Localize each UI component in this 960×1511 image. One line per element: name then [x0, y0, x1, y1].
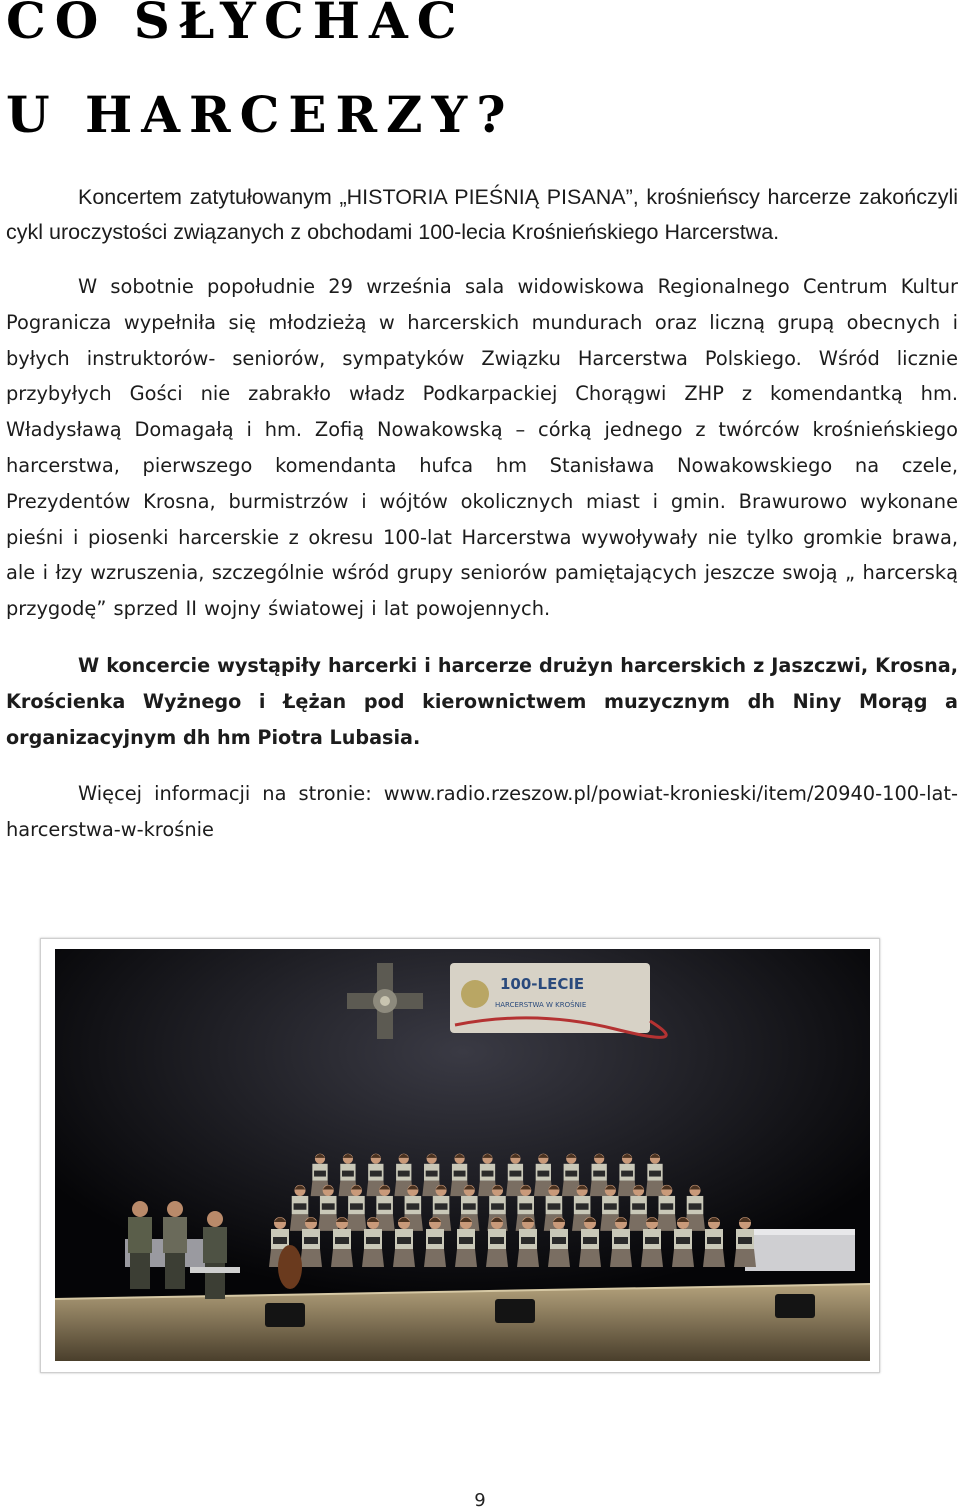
banner-line-1: 100-LECIE — [500, 975, 585, 993]
concert-photo — [55, 949, 870, 1361]
stage-monitor — [495, 1299, 535, 1323]
page-number: 9 — [474, 1490, 486, 1511]
concert-photo-frame — [40, 938, 880, 1373]
more-info-paragraph: Więcej informacji na stronie: www.radio.rzeszow.pl/powiat-kronieski/item/20940-100-lat-harcerstwa-w-krośnie — [6, 782, 958, 841]
page-title-line-1: CO SŁYCHAC — [6, 0, 466, 50]
stage-monitor — [775, 1294, 815, 1318]
intro-paragraph: Koncertem zatytułowanym „HISTORIA PIEŚNIĄ PISANA”, krośnieńscy harcerze zakończyli cykl uroczystości związanych z obchodami 100-lecia Krośnieńskiego Harcerstwa. — [6, 185, 958, 244]
performers-paragraph: W koncercie wystąpiły harcerki i harcerze drużyn harcerskich z Jaszczwi, Krosna, Krościenka Wyżnego i Łężan pod kierownictwem muzycznym dh Niny Morąg a organizacyjnym dh hm Piotra Lubasia. — [6, 654, 958, 749]
stage-monitor — [265, 1303, 305, 1327]
riser-right — [745, 1229, 855, 1271]
jubilee-banner — [450, 963, 666, 1037]
keyboard — [190, 1267, 240, 1273]
page-title-line-2: U HARCERZY? — [6, 85, 515, 144]
event-paragraph: W sobotnie popołudnie 29 września sala widowiskowa Regionalnego Centrum Kultur Pogranicza wypełniła się młodzieżą w harcerskich mundurach oraz liczną grupą obecnych i byłych instruktorów- seniorów, sympatyków Związku Harcerstwa Polskiego. Wśród licznie przybyłych Gości nie zabrakło władz Podkarpackiej Chorągwi ZHP z komendantką hm. Władysławą Domagałą i hm. Zofią Nowakowską – córką jednego z twórców krośnieńskiego harcerstwa, pierwszego komendanta hufca hm Stanisława Nowakowskiego na czele, Prezydentów Krosna, burmistrzów i wójtów okolicznych miast i gmin. Brawurowo wykonane pieśni i piosenki harcerskie z okresu 100-lat Harcerstwa wywoływały nie tylko gromkie brawa, ale i łzy wzruszenia, szczególnie wśród grupy seniorów pamiętających jeszcze swoją „ harcerską przygodę” sprzed II wojny światowej i lat powojennych. — [6, 275, 958, 621]
cello — [278, 1245, 302, 1289]
banner-line-2: HARCERSTWA W KROŚNIE — [495, 1001, 587, 1009]
